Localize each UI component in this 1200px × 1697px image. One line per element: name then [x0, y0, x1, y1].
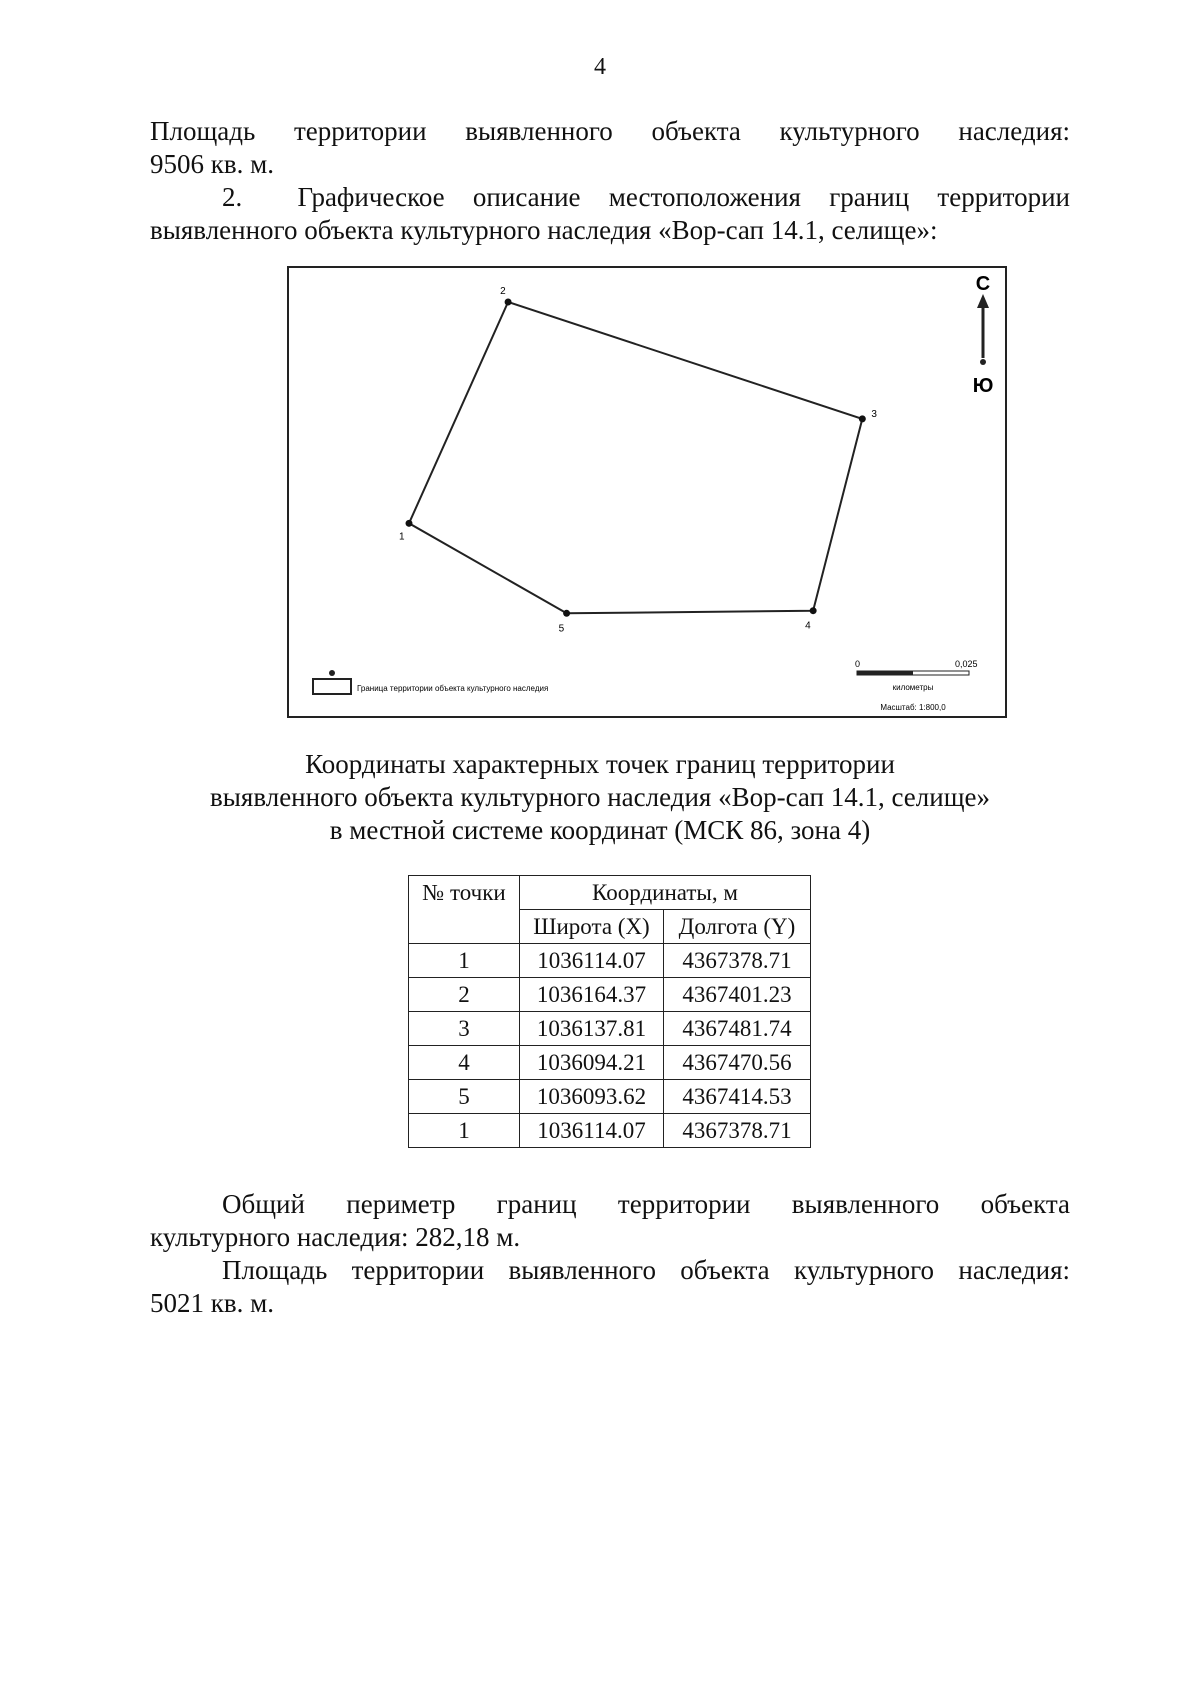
perimeter-paragraph: [150, 1188, 1070, 1254]
territory-boundary: [409, 302, 862, 613]
header-coordinates: Координаты, м: [520, 876, 811, 910]
boundary-vertex: [563, 610, 570, 617]
table-row: [409, 1012, 811, 1046]
table-title-line1: Координаты характерных точек границ территории: [305, 749, 895, 779]
cell-latitude: 1036114.07: [520, 1114, 664, 1148]
scale-bar-icon: [857, 671, 969, 675]
header-longitude: Долгота (Y): [664, 910, 811, 944]
header-point-number: № точки: [409, 876, 520, 944]
cell-longitude: 4367414.53: [664, 1080, 811, 1114]
table-row: [409, 1046, 811, 1080]
boundary-vertex: [406, 520, 413, 527]
area-paragraph: [150, 1254, 1070, 1320]
previous-area-line1: Площадь территории выявленного объекта культурного наследия:: [150, 116, 1070, 146]
legend-symbol-icon: [313, 670, 351, 694]
table-title-line3: в местной системе координат (МСК 86, зона 4): [329, 815, 871, 845]
page-number: 4: [594, 54, 606, 80]
table-row: [409, 1080, 811, 1114]
table-header-row: [409, 876, 811, 910]
compass-south-label: Ю: [972, 375, 994, 397]
scale-end-label: 0,025: [955, 659, 978, 669]
cell-longitude: 4367470.56: [664, 1046, 811, 1080]
cell-latitude: 1036164.37: [520, 978, 664, 1012]
table-row: [409, 1114, 811, 1148]
perimeter-line1: Общий периметр границ территории выявленного объекта: [222, 1189, 1070, 1219]
north-arrow-icon: [977, 294, 989, 365]
cell-point: 1: [409, 944, 520, 978]
coordinates-table: [408, 875, 811, 1148]
cell-point: 1: [409, 1114, 520, 1148]
cell-point: 3: [409, 1012, 520, 1046]
scale-unit-label: километры: [892, 683, 934, 692]
boundary-vertex: [505, 299, 512, 306]
boundary-vertex: [810, 607, 817, 614]
boundary-map-drawing: [289, 268, 1005, 716]
vertex-label: 2: [500, 286, 506, 297]
vertex-label: 4: [805, 620, 811, 632]
section2-line2: выявленного объекта культурного наследия «Вор-сап 14.1, селище»:: [150, 215, 938, 245]
cell-point: 5: [409, 1080, 520, 1114]
area-line2: 5021 кв. м.: [150, 1288, 274, 1318]
vertex-label: 3: [871, 408, 877, 420]
area-line1: Площадь территории выявленного объекта культурного наследия:: [222, 1255, 1070, 1285]
legend-text: Граница территории объекта культурного наследия: [357, 684, 549, 693]
previous-area-paragraph: [150, 115, 1070, 181]
cell-latitude: 1036114.07: [520, 944, 664, 978]
section2-line1: 2. Графическое описание местоположения границ территории: [222, 182, 1070, 212]
perimeter-line2: культурного наследия: 282,18 м.: [150, 1222, 521, 1252]
vertex-label: 5: [558, 623, 565, 635]
cell-longitude: 4367481.74: [664, 1012, 811, 1046]
header-latitude: Широта (X): [520, 910, 664, 944]
cell-longitude: 4367378.71: [664, 1114, 811, 1148]
cell-latitude: 1036137.81: [520, 1012, 664, 1046]
table-title-line2: выявленного объекта культурного наследия «Вор-сап 14.1, селище»: [210, 782, 990, 812]
table-title: [0, 748, 1200, 847]
boundary-map: [287, 266, 1007, 718]
section2-paragraph: [150, 181, 1070, 247]
boundary-vertex: [859, 415, 866, 422]
scale-text: Масштаб: 1:800,0: [880, 703, 946, 712]
cell-longitude: 4367401.23: [664, 978, 811, 1012]
cell-point: 2: [409, 978, 520, 1012]
previous-area-line2: 9506 кв. м.: [150, 149, 274, 179]
compass-north-label: С: [975, 273, 991, 295]
cell-latitude: 1036093.62: [520, 1080, 664, 1114]
vertex-label: 1: [399, 531, 405, 543]
table-row: [409, 978, 811, 1012]
cell-longitude: 4367378.71: [664, 944, 811, 978]
cell-point: 4: [409, 1046, 520, 1080]
cell-latitude: 1036094.21: [520, 1046, 664, 1080]
table-row: [409, 944, 811, 978]
scale-start-label: 0: [855, 659, 861, 669]
